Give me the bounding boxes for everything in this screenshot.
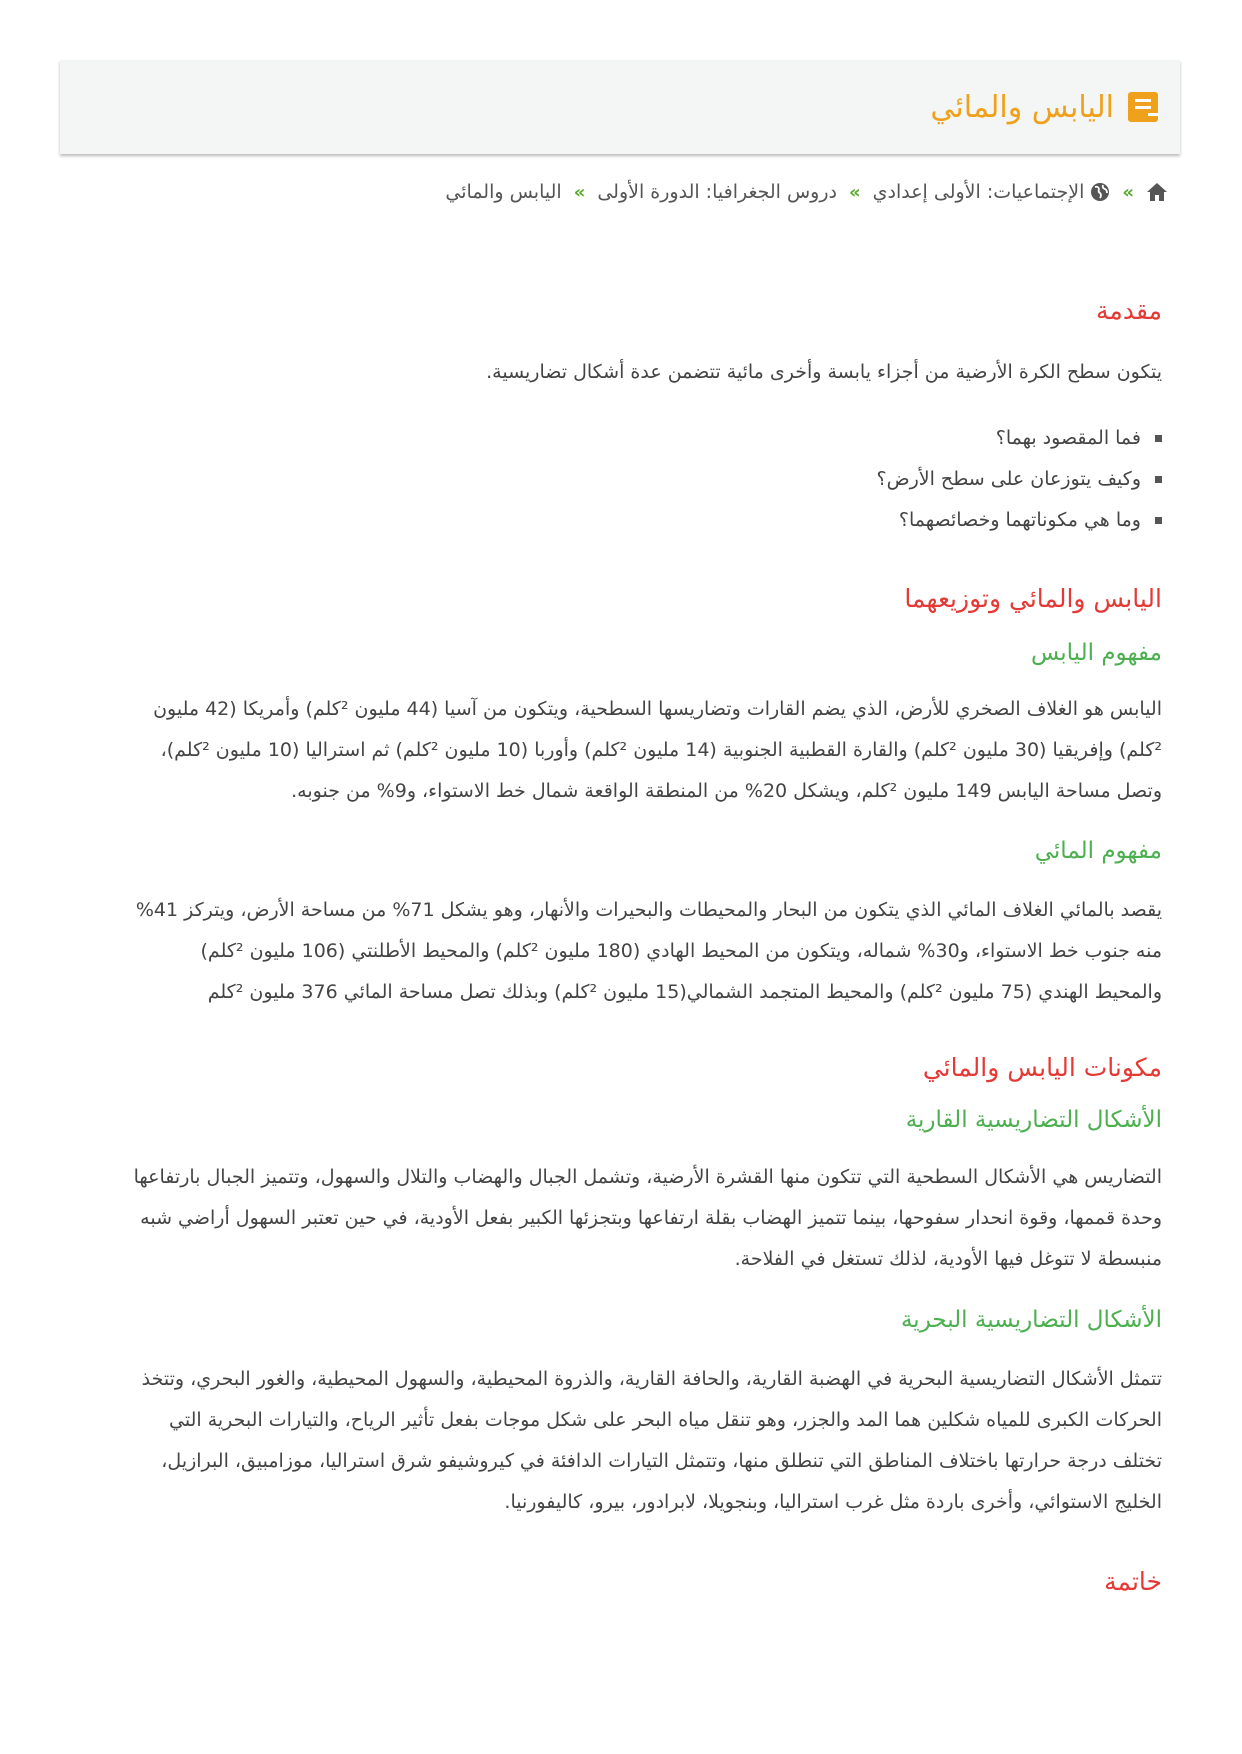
breadcrumb-separator: » — [573, 181, 586, 203]
paragraph: اليابس هو الغلاف الصخري للأرض، الذي يضم القارات وتضاريسها السطحية، ويتكون من آسيا (44 مليون ²كلم) وأمريكا (42 مليون ²كلم) وإفريقيا (30 مليون ²كلم) والقارة القطبية الجنوبية (14 مليون ²كلم) وأوربا (10 مليون ²كلم) ثم استراليا (10 مليون ²كلم)، وتصل مساحة اليابس 149 مليون ²كلم، ويشكل 20% من المنطقة الواقعة شمال خط الاستواء، و9% من جنوبه. — [153, 698, 1162, 802]
paragraph: يقصد بالمائي الغلاف المائي الذي يتكون من البحار والمحيطات والبحيرات والأنهار، وهو يشكل 71% من مساحة الأرض، ويتركز 41% منه جنوب خط الاستواء، و30% شماله، ويتكون من المحيط الهادي (180 مليون ²كلم) والمحيط الأطلنتي (106 مليون ²كلم) والمحيط الهندي (75 مليون ²كلم) والمحيط المتجمد الشمالي(15 مليون ²كلم) وبذلك تصل مساحة المائي 376 مليون ²كلم — [135, 899, 1162, 1003]
home-icon[interactable] — [1146, 182, 1168, 202]
page-title: اليابس والمائي — [930, 89, 1114, 125]
subsection-heading: الأشكال التضاريسية البحرية — [900, 1307, 1162, 1333]
breadcrumb-item-subject[interactable]: الإجتماعيات: الأولى إعدادي — [872, 181, 1085, 203]
section-heading: اليابس والمائي وتوزيعهما — [904, 584, 1162, 613]
subsection-heading: مفهوم المائي — [1034, 838, 1162, 864]
intro-paragraph: يتكون سطح الكرة الأرضية من أجزاء يابسة وأخرى مائية تتضمن عدة أشكال تضاريسية. — [486, 361, 1162, 383]
conclusion-heading: خاتمة — [1104, 1567, 1162, 1596]
breadcrumb-separator: » — [849, 181, 861, 203]
breadcrumb — [445, 176, 1168, 208]
breadcrumb-separator: » — [1122, 181, 1134, 203]
page-header — [60, 60, 1180, 154]
list-item: وما هي مكوناتهما وخصائصهما؟ — [877, 500, 1162, 541]
intro-questions — [877, 418, 1162, 541]
list-item: وكيف يتوزعان على سطح الأرض؟ — [877, 459, 1162, 500]
subsection-heading: مفهوم اليابس — [1030, 640, 1162, 666]
paragraph: تتمثل الأشكال التضاريسية البحرية في الهضبة القارية، والحافة القارية، والذروة المحيطية، والسهول المحيطية، والغور البحري، وتتخذ الحركات الكبرى للمياه شكلين هما المد والجزر، وهو تنقل مياه البحر على شكل موجات بفعل تأثير الرياح، والتيارات البحرية التي تختلف درجة حرارتها باختلاف المناطق التي تنطلق منها، وتتمثل التيارات الدافئة في كيروشيفو شرق استراليا، موزامبيق، البرازيل، الخليج الاستوائي، وأخرى باردة مثل غرب استراليا، وبنجويلا، لابرادور، بيرو، كاليفورنيا. — [141, 1368, 1162, 1513]
list-item: فما المقصود بهما؟ — [877, 418, 1162, 459]
document-icon — [1128, 92, 1158, 122]
intro-heading: مقدمة — [1096, 296, 1162, 325]
paragraph: التضاريس هي الأشكال السطحية التي تتكون منها القشرة الأرضية، وتشمل الجبال والهضاب والتلال والسهول، وتتميز الجبال بارتفاعها وحدة قممها، وقوة انحدار سفوحها، بينما تتميز الهضاب بقلة ارتفاعها وبتجزئها الكبير بفعل الأودية، في حين تعتبر السهول أراضي شبه منبسطة لا تتوغل فيها الأودية، لذلك تستغل في الفلاحة. — [133, 1166, 1162, 1270]
globe-icon — [1090, 182, 1110, 202]
bullet-icon — [1155, 435, 1162, 442]
subsection-heading: الأشكال التضاريسية القارية — [905, 1107, 1162, 1133]
bullet-icon — [1155, 476, 1162, 483]
breadcrumb-item-course[interactable]: دروس الجغرافيا: الدورة الأولى — [597, 181, 837, 203]
section-heading: مكونات اليابس والمائي — [922, 1053, 1162, 1082]
bullet-icon — [1155, 517, 1162, 524]
breadcrumb-item-current: اليابس والمائي — [445, 181, 562, 203]
